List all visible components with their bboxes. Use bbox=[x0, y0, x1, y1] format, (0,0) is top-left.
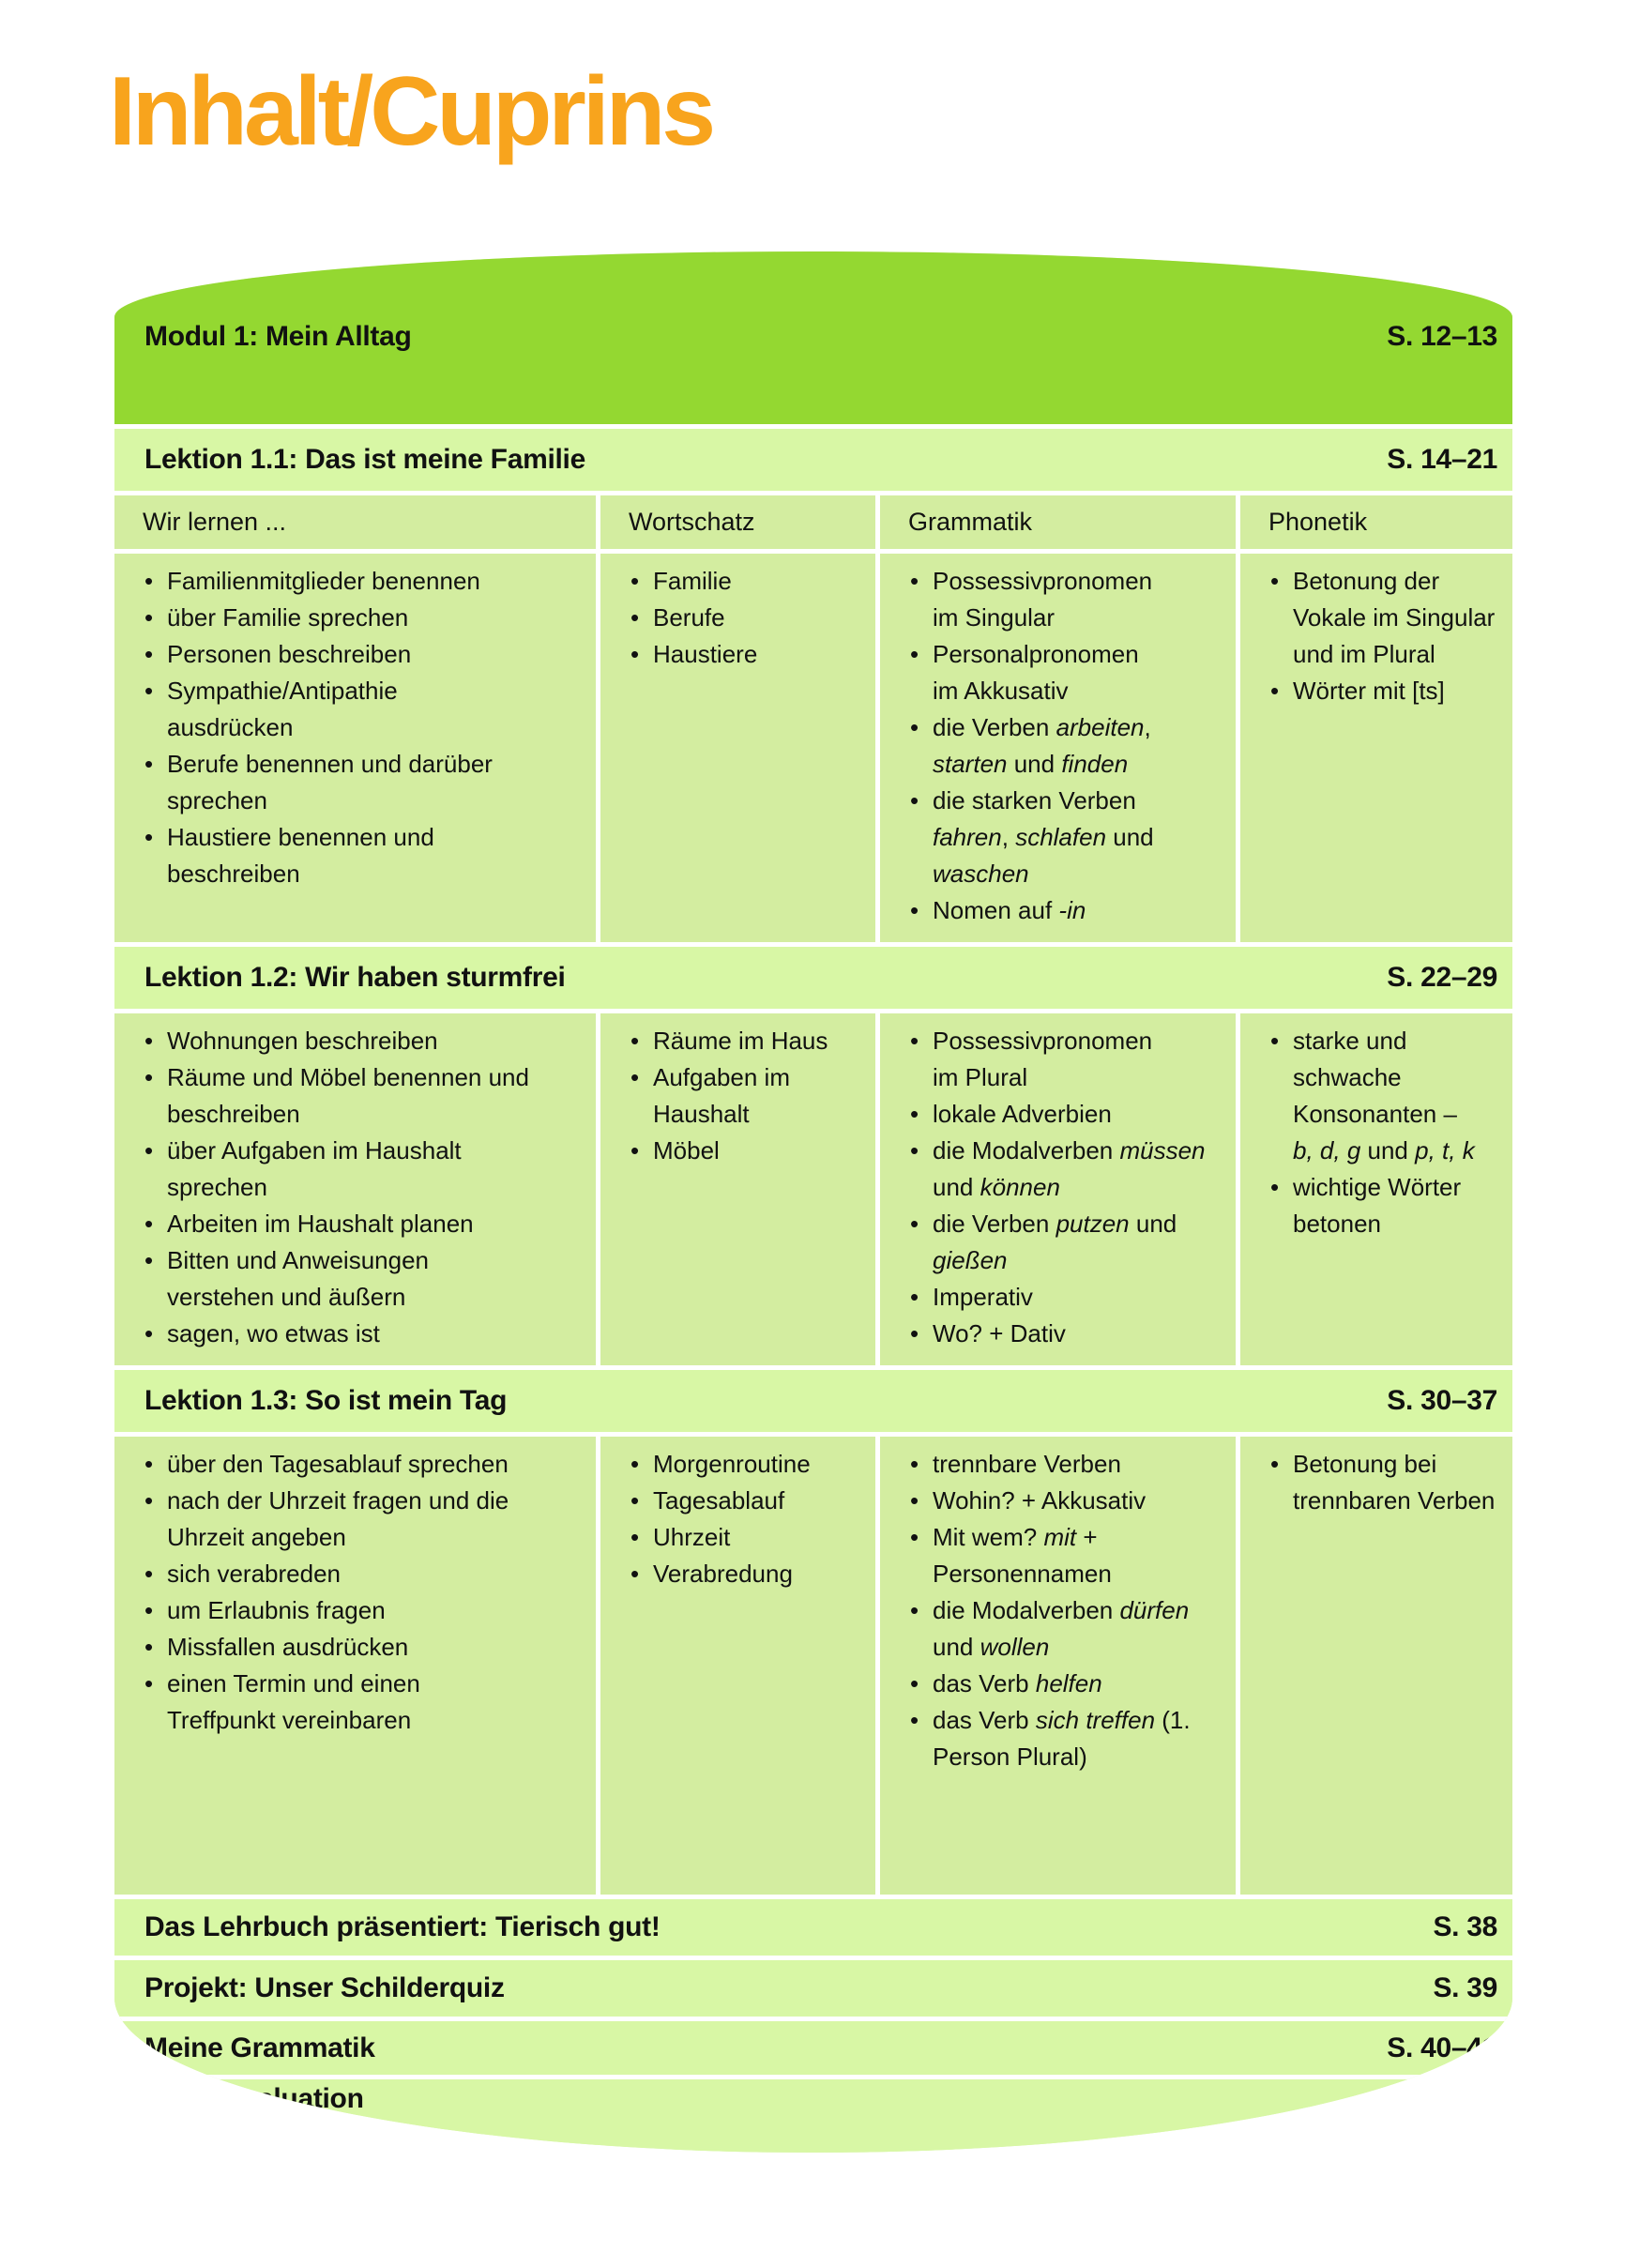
page-range: S. 39 bbox=[1433, 1972, 1497, 2003]
bullet-item: • trennbare Verben bbox=[908, 1446, 1228, 1483]
bullet-list bbox=[1268, 563, 1505, 709]
bullet-item: • Tagesablauf bbox=[629, 1483, 868, 1519]
page-range: S. 42–43 bbox=[1387, 2100, 1497, 2131]
bullet-list bbox=[908, 563, 1228, 929]
footer-row-3 bbox=[114, 2079, 1512, 2153]
bullet-item: • über den Tagesablauf sprechen bbox=[143, 1446, 588, 1483]
bullet-item: • Räume und Möbel benennen und beschreiben bbox=[143, 1059, 588, 1133]
cell-wortschatz bbox=[600, 1013, 875, 1365]
footer-row-3-title bbox=[144, 2082, 403, 2150]
cell-wir-lernen bbox=[114, 1437, 596, 1895]
bullet-list bbox=[1268, 1446, 1505, 1519]
lesson-2-content-row bbox=[114, 1013, 1512, 1365]
bullet-item: • Mit wem? mit + Personennamen bbox=[908, 1519, 1228, 1592]
footer-title-line: Projekt: Unser Schilderquiz bbox=[144, 1972, 505, 2003]
bullet-list bbox=[629, 563, 868, 673]
cell-phonetik bbox=[1240, 554, 1512, 942]
page-title: Inhalt/Cuprins bbox=[109, 57, 713, 166]
bullet-list bbox=[143, 563, 588, 892]
page-range: S. 22–29 bbox=[1387, 962, 1497, 993]
cell-wortschatz bbox=[600, 554, 875, 942]
lesson-title: Lektion 1.1: Das ist meine Familie bbox=[144, 444, 585, 475]
bullet-list bbox=[908, 1446, 1228, 1775]
bullet-item: • die starken Verben fahren, schlafen und waschen bbox=[908, 783, 1228, 892]
cell-phonetik bbox=[1240, 1437, 1512, 1895]
bullet-item: • Wohin? + Akkusativ bbox=[908, 1483, 1228, 1519]
bullet-item: • die Verben arbeiten, starten und finden bbox=[908, 709, 1228, 783]
lesson-title: Lektion 1.3: So ist mein Tag bbox=[144, 1385, 508, 1416]
bullet-list bbox=[629, 1023, 868, 1169]
bullet-item: • nach der Uhrzeit fragen und die Uhrzeit angeben bbox=[143, 1483, 588, 1556]
cell-grammatik bbox=[880, 1013, 1236, 1365]
bullet-item: • Haustiere benennen und beschreiben bbox=[143, 819, 588, 892]
column-header-wir-lernen: Wir lernen ... bbox=[114, 495, 596, 549]
lesson-title: Lektion 1.2: Wir haben sturmfrei bbox=[144, 962, 566, 993]
bullet-item: • wichtige Wörter betonen bbox=[1268, 1169, 1505, 1242]
cell-grammatik bbox=[880, 1437, 1236, 1895]
bullet-item: • Familie bbox=[629, 563, 868, 600]
bullet-list bbox=[143, 1023, 588, 1352]
cell-wir-lernen bbox=[114, 1013, 596, 1365]
footer-title-line: Das Lehrbuch präsentiert: Tierisch gut! bbox=[144, 1911, 661, 1942]
lesson-3-content-row bbox=[114, 1437, 1512, 1895]
bullet-item: • Uhrzeit bbox=[629, 1519, 868, 1556]
footer-row-1 bbox=[114, 1960, 1512, 2017]
footer-row-0 bbox=[114, 1899, 1512, 1956]
bullet-item: • Aufgaben im Haushalt bbox=[629, 1059, 868, 1133]
bullet-item: • sich verabreden bbox=[143, 1556, 588, 1592]
bullet-item: • Betonung bei trennbaren Verben bbox=[1268, 1446, 1505, 1519]
bullet-item: • sagen, wo etwas ist bbox=[143, 1316, 588, 1352]
bullet-item: • Sympathie/Antipathie ausdrücken bbox=[143, 673, 588, 746]
page-range: S. 40–41 bbox=[1387, 2032, 1497, 2063]
bullet-item: • Morgenroutine bbox=[629, 1446, 868, 1483]
bullet-item: • Verabredung bbox=[629, 1556, 868, 1592]
page-range: S. 30–37 bbox=[1387, 1385, 1497, 1416]
bullet-item: • die Verben putzen und gießen bbox=[908, 1206, 1228, 1279]
bullet-item: • einen Termin und einen Treffpunkt vereinbaren bbox=[143, 1666, 588, 1739]
bullet-item: • Nomen auf -in bbox=[908, 892, 1228, 929]
bullet-item: • Bitten und Anweisungen verstehen und äußern bbox=[143, 1242, 588, 1316]
contents-panel bbox=[114, 251, 1512, 2153]
bullet-item: • Personen beschreiben bbox=[143, 636, 588, 673]
bullet-item: • Haustiere bbox=[629, 636, 868, 673]
bullet-item: • die Modalverben dürfen und wollen bbox=[908, 1592, 1228, 1666]
bullet-item: • Räume im Haus bbox=[629, 1023, 868, 1059]
bullet-item: • das Verb sich treffen (1. Person Plural) bbox=[908, 1702, 1228, 1775]
bullet-list bbox=[629, 1446, 868, 1592]
footer-row-0-title bbox=[144, 1910, 661, 1944]
footer-row-2-title bbox=[144, 2032, 375, 2065]
bullet-item: • Imperativ bbox=[908, 1279, 1228, 1316]
page-range: S. 38 bbox=[1433, 1911, 1497, 1942]
lesson-2-header-row bbox=[114, 947, 1512, 1009]
bullet-item: • Berufe bbox=[629, 600, 868, 636]
column-header-phonetik: Phonetik bbox=[1240, 495, 1512, 549]
lesson-1-content-row bbox=[114, 554, 1512, 942]
cell-phonetik bbox=[1240, 1013, 1512, 1365]
bullet-list bbox=[143, 1446, 588, 1739]
bullet-item: • die Modalverben müssen und können bbox=[908, 1133, 1228, 1206]
bullet-item: • Berufe benennen und darüber sprechen bbox=[143, 746, 588, 819]
footer-row-1-title bbox=[144, 1971, 505, 2005]
lesson-3-header-row bbox=[114, 1370, 1512, 1432]
cell-grammatik bbox=[880, 554, 1236, 942]
module-title: Modul 1: Mein Alltag bbox=[144, 321, 412, 352]
column-header-wortschatz: Wortschatz bbox=[600, 495, 875, 549]
footer-title-line: Selbstevaluation bbox=[144, 2083, 364, 2114]
bullet-item: • Betonung der Vokale im Singular und im Plural bbox=[1268, 563, 1505, 673]
bullet-item: • Wo? + Dativ bbox=[908, 1316, 1228, 1352]
bullet-item: • Wörter mit [ts] bbox=[1268, 673, 1505, 709]
bullet-item: • Möbel bbox=[629, 1133, 868, 1169]
footer-title-line: Meine Grammatik bbox=[144, 2032, 375, 2063]
bullet-item: • Possessivpronomen im Plural bbox=[908, 1023, 1228, 1096]
column-header-row bbox=[114, 495, 1512, 549]
lesson-1-header-row bbox=[114, 429, 1512, 491]
bullet-item: • über Aufgaben im Haushalt sprechen bbox=[143, 1133, 588, 1206]
bullet-item: • das Verb helfen bbox=[908, 1666, 1228, 1702]
bullet-list bbox=[1268, 1023, 1505, 1242]
bullet-item: • um Erlaubnis fragen bbox=[143, 1592, 588, 1629]
bullet-list bbox=[908, 1023, 1228, 1352]
bullet-item: • Personalpronomen im Akkusativ bbox=[908, 636, 1228, 709]
module-header-row bbox=[114, 251, 1512, 424]
bullet-item: • über Familie sprechen bbox=[143, 600, 588, 636]
page-range: S. 14–21 bbox=[1387, 444, 1497, 475]
bullet-item: • starke und schwache Konsonanten – b, d, g und p, t, k bbox=[1268, 1023, 1505, 1169]
footer-row-2 bbox=[114, 2021, 1512, 2075]
column-header-grammatik: Grammatik bbox=[880, 495, 1236, 549]
bullet-item: • Familienmitglieder benennen bbox=[143, 563, 588, 600]
footer-title-line: Das kann ich schon bbox=[144, 2117, 404, 2148]
bullet-item: • Wohnungen beschreiben bbox=[143, 1023, 588, 1059]
bullet-item: • lokale Adverbien bbox=[908, 1096, 1228, 1133]
cell-wortschatz bbox=[600, 1437, 875, 1895]
page-range: S. 12–13 bbox=[1387, 321, 1497, 352]
bullet-item: • Possessivpronomen im Singular bbox=[908, 563, 1228, 636]
bullet-item: • Arbeiten im Haushalt planen bbox=[143, 1206, 588, 1242]
bullet-item: • Missfallen ausdrücken bbox=[143, 1629, 588, 1666]
cell-wir-lernen bbox=[114, 554, 596, 942]
